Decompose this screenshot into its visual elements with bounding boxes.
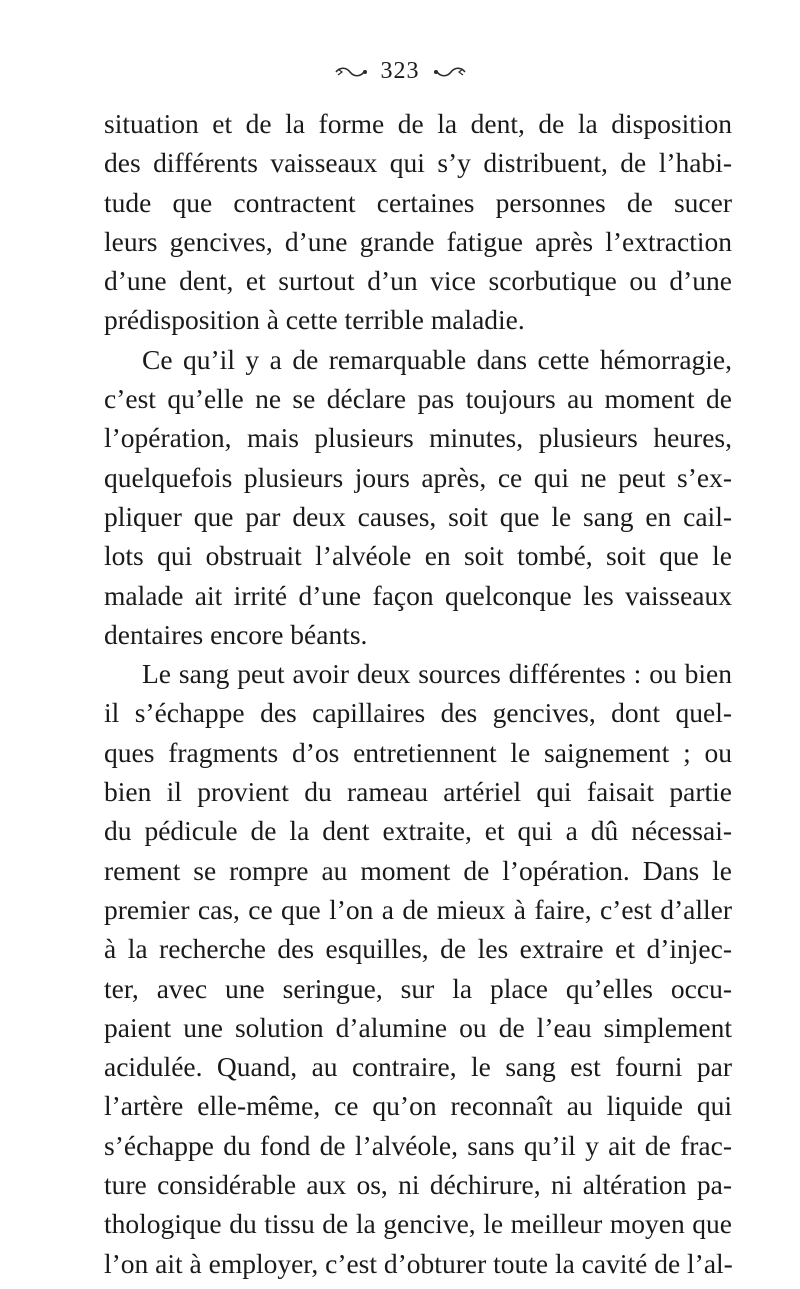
- text-line: paient une solution d’alumine ou de l’eau simplement: [104, 1011, 732, 1043]
- body-text: [104, 104, 732, 1283]
- text-line: du pédicule de la dent extraite, et qui a dû nécessai-: [104, 815, 732, 847]
- text-line: malade ait irrité d’une façon quelconque les vaisseaux: [104, 579, 732, 611]
- text-line: l’opération, mais plusieurs minutes, plusieurs heures,: [104, 422, 732, 454]
- text-line: c’est qu’elle ne se déclare pas toujours au moment de: [104, 383, 732, 415]
- text-line: des différents vaisseaux qui s’y distribuent, de l’habi-: [104, 147, 732, 179]
- text-line: ture considérable aux os, ni déchirure, ni altération pa-: [104, 1169, 732, 1201]
- text-line: rement se rompre au moment de l’opération. Dans le: [104, 854, 732, 886]
- ornament-left-icon: [334, 59, 368, 85]
- text-line: l’on ait à employer, c’est d’obturer toute la cavité de l’al-: [104, 1247, 733, 1279]
- text-line: s’échappe du fond de l’alvéole, sans qu’il y ait de frac-: [104, 1129, 732, 1161]
- text-line: quelquefois plusieurs jours après, ce qui ne peut s’ex-: [104, 461, 732, 493]
- page-number: 323: [380, 58, 420, 84]
- text-line: ter, avec une seringue, sur la place qu’elles occu-: [104, 972, 732, 1004]
- text-line: dentaires encore béants.: [104, 618, 368, 650]
- running-header: [0, 58, 800, 85]
- text-line: thologique du tissu de la gencive, le meilleur moyen que: [104, 1208, 732, 1240]
- text-line: l’artère elle-même, ce qu’on reconnaît au liquide qui: [104, 1090, 732, 1122]
- text-line: acidulée. Quand, au contraire, le sang est fourni par: [104, 1051, 732, 1083]
- text-line: lots qui obstruait l’alvéole en soit tombé, soit que le: [104, 540, 732, 572]
- text-line: premier cas, ce que l’on a de mieux à faire, c’est d’aller: [104, 893, 732, 925]
- text-line: à la recherche des esquilles, de les extraire et d’injec-: [104, 933, 732, 965]
- text-line: pliquer que par deux causes, soit que le sang en cail-: [104, 500, 732, 532]
- text-line: ques fragments d’os entretiennent le saignement ; ou: [104, 736, 732, 768]
- ornament-right-icon: [433, 59, 467, 85]
- text-line: il s’échappe des capillaires des gencives, dont quel-: [104, 697, 732, 729]
- text-line: tude que contractent certaines personnes de sucer: [104, 186, 732, 218]
- text-line: leurs gencives, d’une grande fatigue après l’extraction: [104, 225, 732, 257]
- text-line: d’une dent, et surtout d’un vice scorbutique ou d’une: [104, 265, 732, 297]
- paragraph-start-line: Ce qu’il y a de remarquable dans cette hémorragie,: [142, 343, 732, 375]
- text-line: situation et de la forme de la dent, de la disposition: [104, 108, 732, 139]
- text-line: prédisposition à cette terrible maladie.: [104, 304, 525, 336]
- paragraph-start-line: Le sang peut avoir deux sources différentes : ou bien: [142, 658, 732, 690]
- text-line: bien il provient du rameau artériel qui faisait partie: [104, 776, 732, 808]
